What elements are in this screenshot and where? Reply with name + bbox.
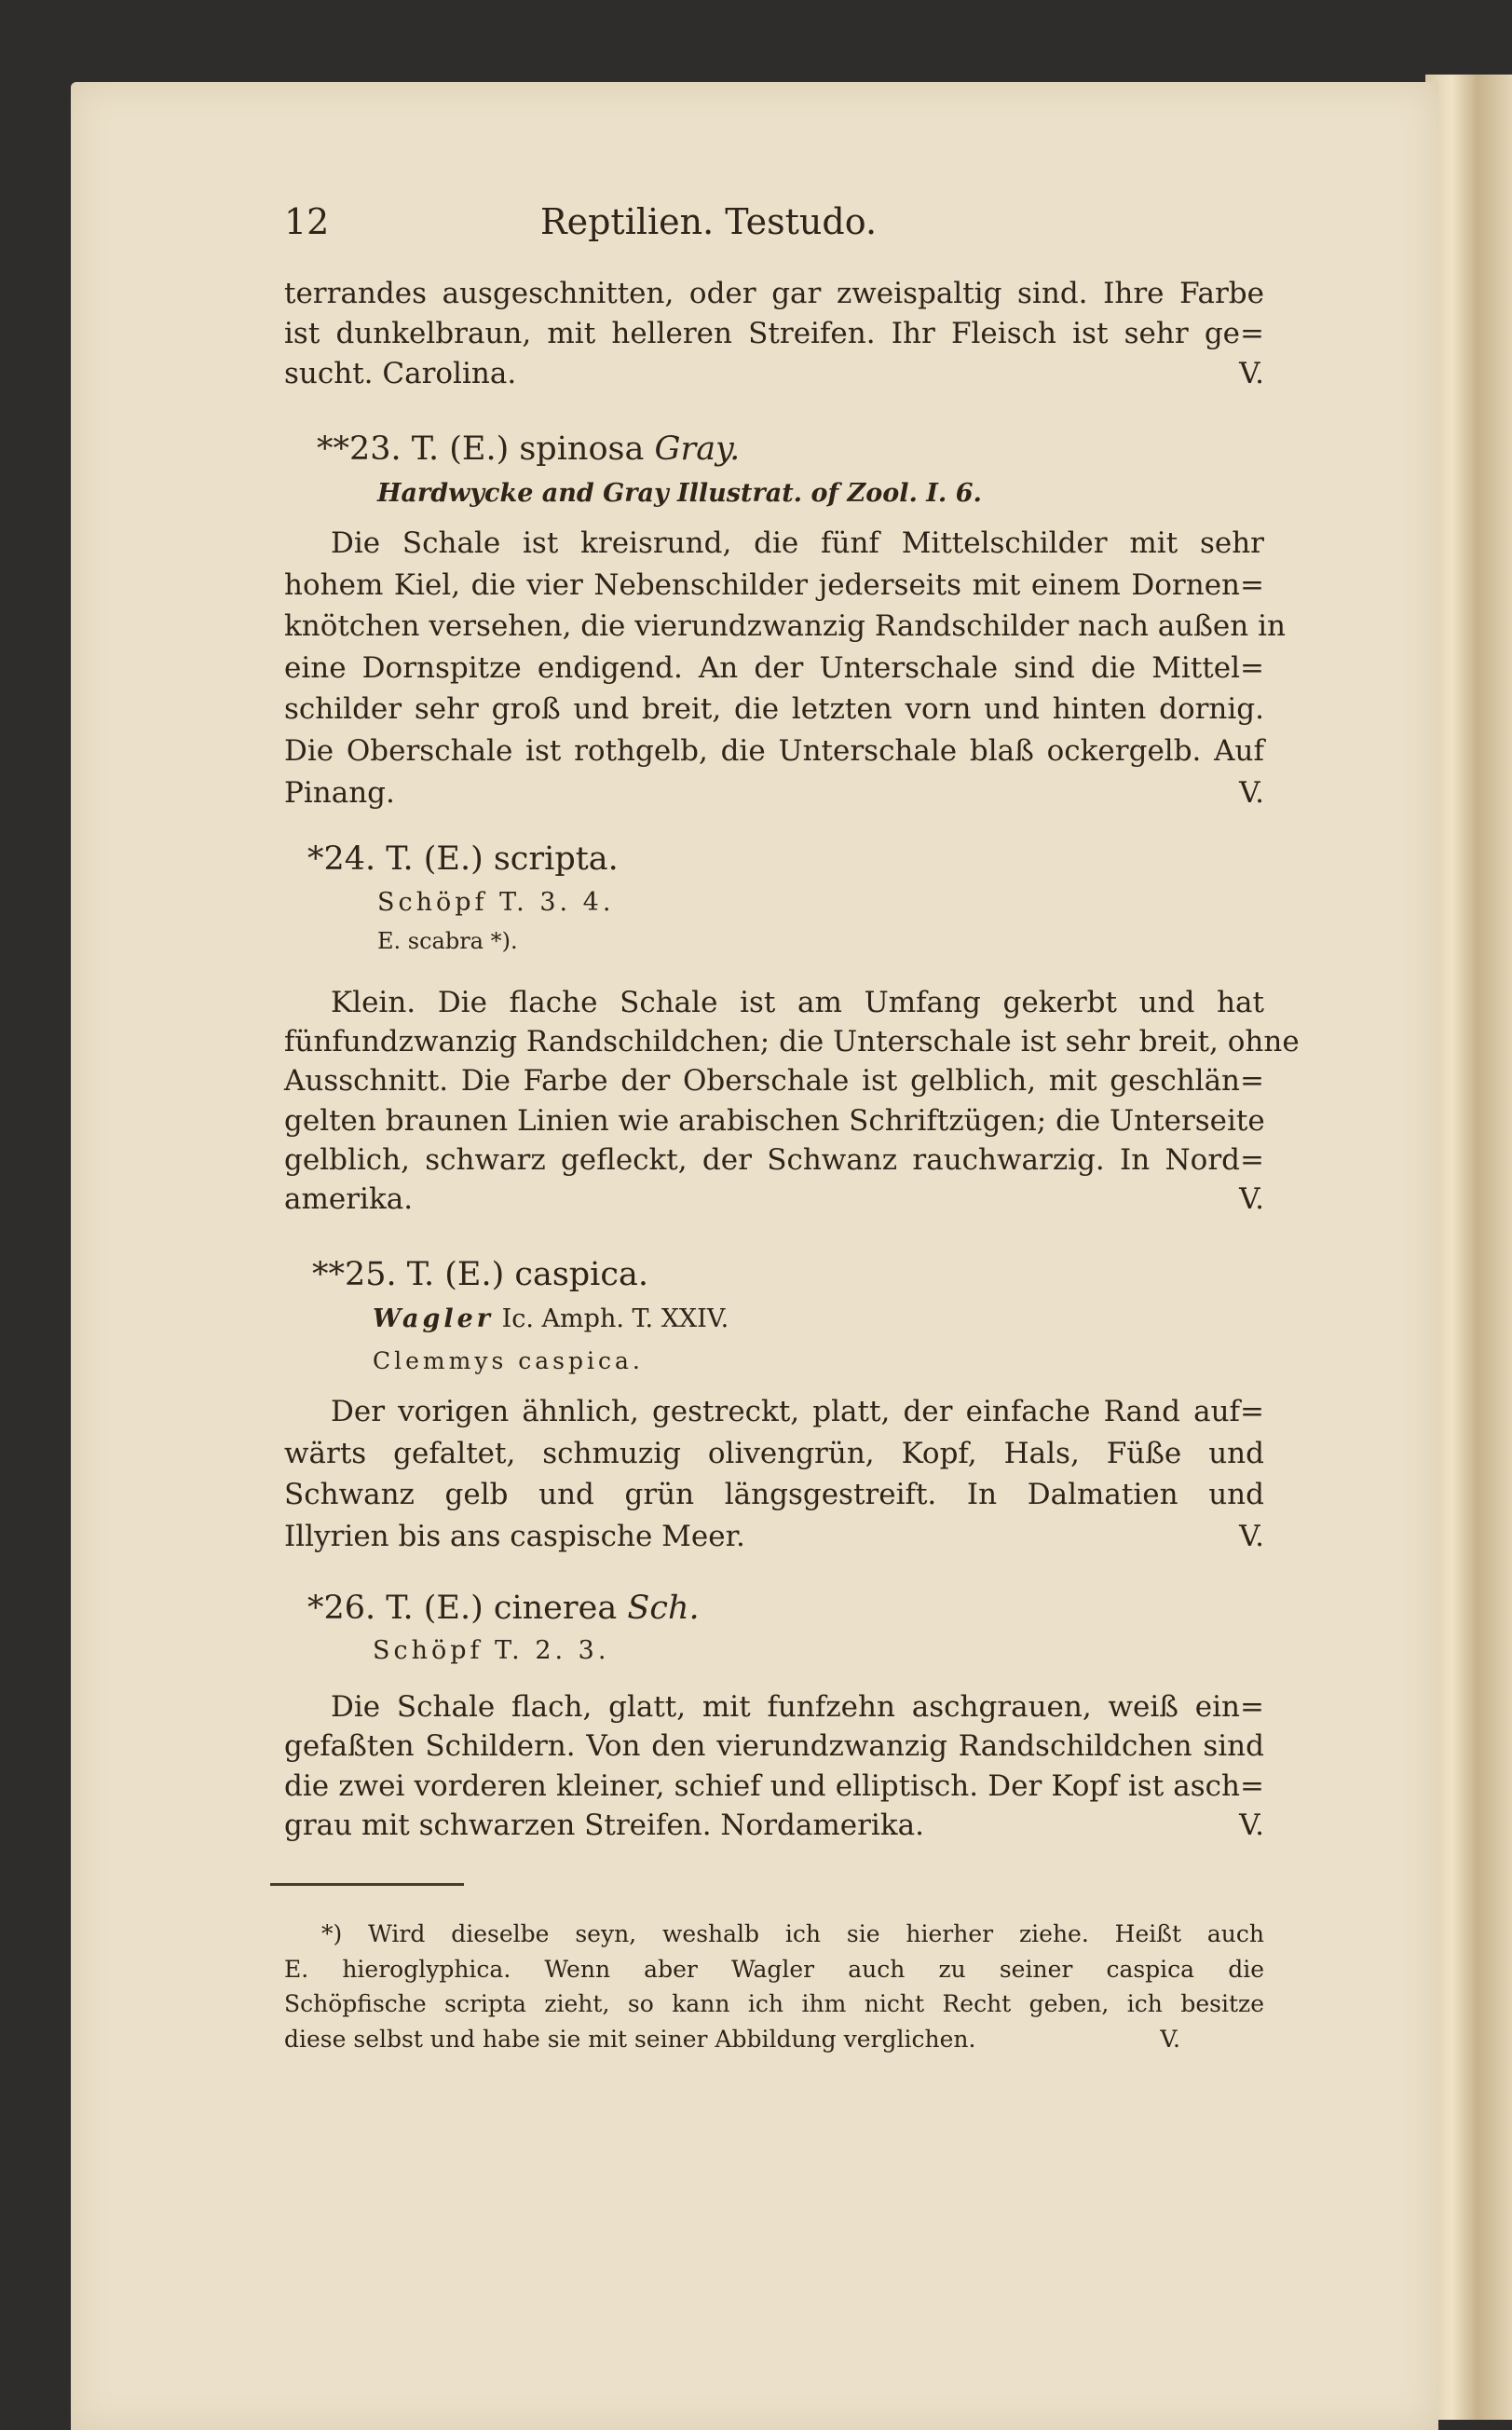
line-text: Schwanz gelb und grün längsgestreift. In Dalmatien und — [284, 1478, 1264, 1512]
footnote-rule — [270, 1883, 464, 1886]
page-number: 12 — [284, 201, 330, 242]
e26-text-line — [284, 1727, 1264, 1765]
line-text: *) Wird dieselbe seyn, weshalb ich sie hierher ziehe. Heißt auch — [321, 1920, 1264, 1947]
line-text: grau mit schwarzen Streifen. Nordamerika. — [284, 1808, 924, 1842]
running-title: Reptilien. Testudo. — [540, 201, 878, 242]
line-text: eine Dornspitze endigend. An der Unterschale sind die Mittel= — [284, 650, 1264, 685]
line-text: schilder sehr groß und breit, die letzten vorn und hinten dornig. — [284, 692, 1264, 727]
intro-text-line — [284, 355, 1264, 392]
line-text: diese selbst und habe sie mit seiner Abbildung verglichen. — [284, 2026, 976, 2054]
entry-26-heading: *26. T. (E.) cinerea Sch. — [307, 1590, 700, 1627]
line-text: E. hieroglyphica. Wenn aber Wagler auch zu seiner caspica die — [284, 1955, 1264, 1983]
line-text: wärts gefaltet, schmuzig olivengrün, Kopf, Hals, Füße und — [284, 1436, 1264, 1470]
e25-text-line — [284, 1518, 1264, 1555]
line-text: gefaßten Schildern. Von den vierundzwanzig Randschildchen sind — [284, 1729, 1264, 1764]
e26-text-line — [284, 1768, 1264, 1805]
line-text: terrandes ausgeschnitten, oder gar zweispaltig sind. Ihre Farbe — [284, 277, 1264, 310]
author-signature: V. — [1239, 1182, 1264, 1216]
e25-text-line — [284, 1435, 1264, 1472]
footnote-text-line — [284, 1918, 1264, 1951]
e26-text-line — [284, 1688, 1264, 1726]
e23-text-line — [284, 525, 1264, 562]
line-text: fünfundzwanzig Randschildchen; die Unterschale ist sehr breit, ohne — [284, 1025, 1300, 1059]
e23-text-line — [284, 732, 1264, 770]
entry-24-heading: *24. T. (E.) scripta. — [307, 840, 619, 878]
e23-text-line — [284, 690, 1264, 728]
footnote-text-line — [284, 2023, 1264, 2056]
book-page — [71, 82, 1438, 2430]
line-text: knötchen versehen, die vierundzwanzig Randschilder nach außen in — [284, 609, 1286, 644]
entry-24-reference: Schöpf T. 3. 4. — [377, 888, 615, 917]
line-text: hohem Kiel, die vier Nebenschilder jederseits mit einem Dornen= — [284, 567, 1264, 602]
entry-26-reference: Schöpf T. 2. 3. — [373, 1636, 610, 1665]
line-text: gelblich, schwarz gefleckt, der Schwanz rauchwarzig. In Nord= — [284, 1142, 1264, 1177]
line-text: Klein. Die flache Schale ist am Umfang gekerbt und hat — [331, 986, 1264, 1019]
entry-25-synonym: Clemmys caspica. — [373, 1347, 644, 1374]
e24-text-line — [284, 1102, 1264, 1140]
line-text: Die Oberschale ist rothgelb, die Unterschale blaß ockergelb. Auf — [284, 734, 1264, 768]
author-signature: V. — [1239, 357, 1264, 390]
e24-text-line — [284, 1181, 1264, 1218]
intro-text-line — [284, 315, 1264, 352]
e25-text-line — [284, 1476, 1264, 1513]
line-text: ist dunkelbraun, mit helleren Streifen. Ihr Fleisch ist sehr ge= — [284, 317, 1264, 350]
e24-text-line — [284, 1023, 1300, 1060]
intro-text-line — [284, 275, 1264, 312]
line-text: gelten braunen Linien wie arabischen Schriftzügen; die Unterseite — [284, 1103, 1265, 1138]
line-text: Illyrien bis ans caspische Meer. — [284, 1520, 745, 1554]
e23-text-line — [284, 608, 1286, 645]
entry-24-synonym: E. scabra *). — [377, 928, 518, 954]
line-text: Der vorigen ähnlich, gestreckt, platt, der einfache Rand auf= — [331, 1395, 1264, 1428]
line-text: Schöpfische scripta zieht, so kann ich ihm nicht Recht geben, ich besitze — [284, 1990, 1264, 2018]
e23-text-line — [284, 774, 1264, 812]
e24-text-line — [284, 984, 1264, 1021]
entry-25-reference: Wagler Ic. Amph. T. XXIV. — [373, 1304, 729, 1333]
entry-23-reference: Hardwycke and Gray Illustrat. of Zool. I. 6. — [377, 479, 982, 508]
footnote-text-line — [284, 1987, 1264, 2021]
entry-25-heading: **25. T. (E.) caspica. — [312, 1256, 648, 1293]
footnote-text-line — [284, 1953, 1264, 1986]
e24-text-line — [284, 1062, 1264, 1099]
author-signature: V. — [1239, 1808, 1264, 1842]
line-text: Ausschnitt. Die Farbe der Oberschale ist gelblich, mit geschlän= — [284, 1064, 1264, 1099]
author-signature: V. — [1160, 2026, 1180, 2054]
author-signature: V. — [1239, 1520, 1264, 1554]
line-text: amerika. — [284, 1182, 414, 1216]
e25-text-line — [284, 1393, 1264, 1430]
entry-23-heading: **23. T. (E.) spinosa Gray. — [317, 430, 741, 468]
line-text: Die Schale ist kreisrund, die fünf Mittelschilder mit sehr — [331, 526, 1264, 560]
author-signature: V. — [1239, 775, 1264, 810]
line-text: Pinang. — [284, 775, 395, 810]
e23-text-line — [284, 567, 1264, 604]
e26-text-line — [284, 1807, 1264, 1844]
line-text: Die Schale flach, glatt, mit funfzehn aschgrauen, weiß ein= — [331, 1690, 1264, 1724]
e24-text-line — [284, 1141, 1264, 1179]
line-text: sucht. Carolina. — [284, 357, 517, 390]
line-text: die zwei vorderen kleiner, schief und elliptisch. Der Kopf ist asch= — [284, 1768, 1264, 1803]
e23-text-line — [284, 649, 1264, 687]
